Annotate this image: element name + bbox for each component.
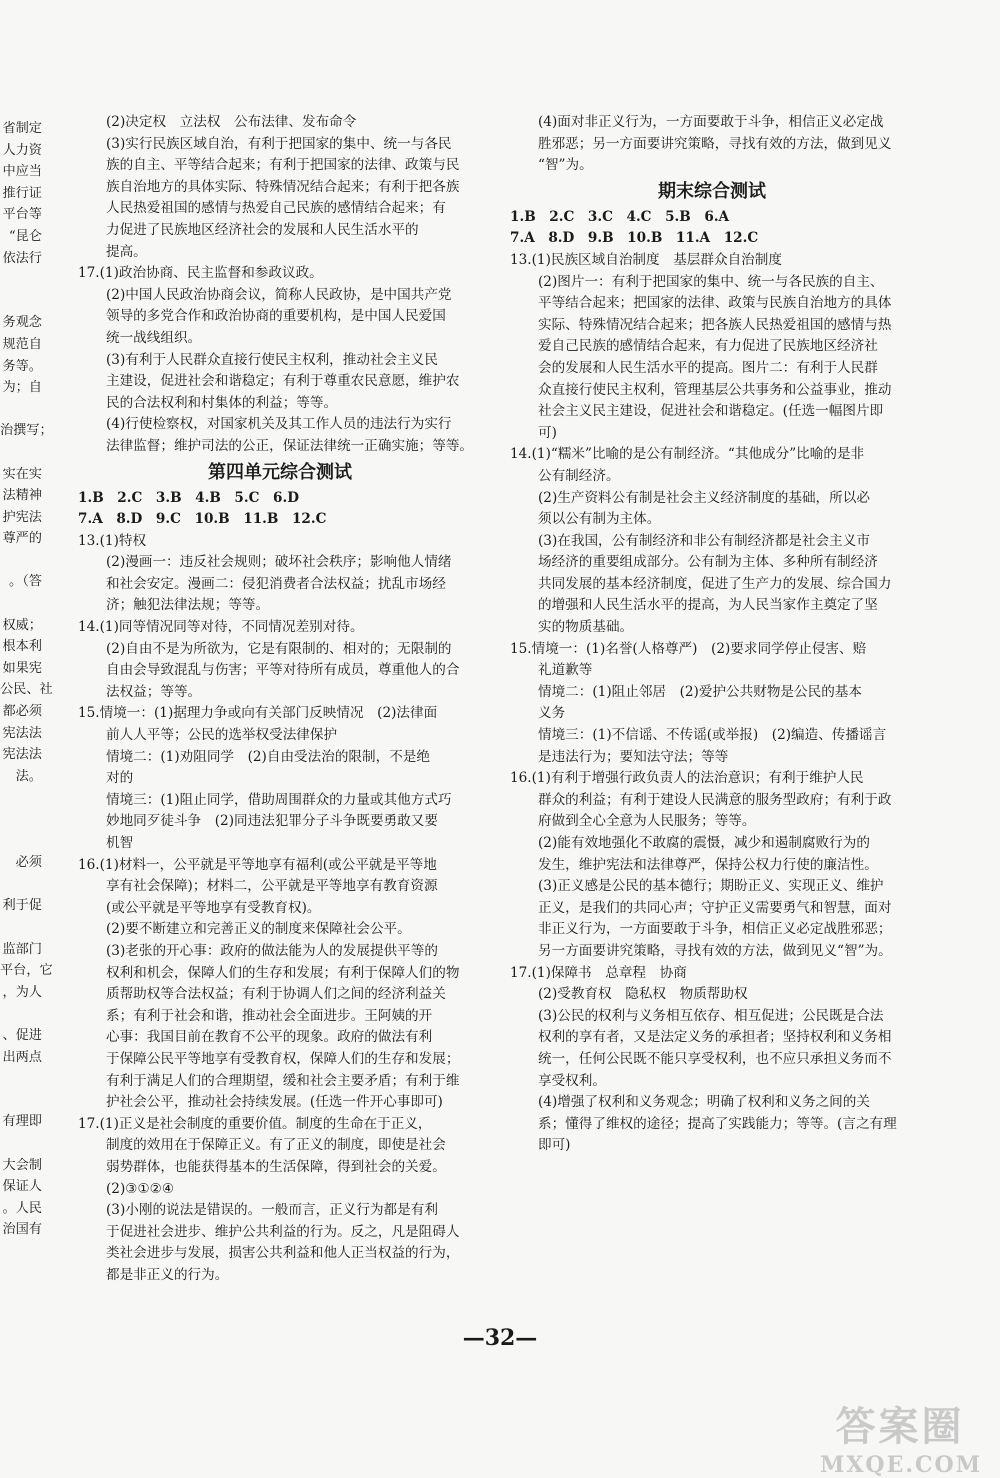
answer-line: 护社会公平，推动社会持续发展。(任选一件开心事即可) — [106, 1094, 443, 1111]
edge-fragment — [0, 1133, 42, 1155]
answer-line: 众直接行使民主权利，管理基层公共事务和公益事业，推动 — [538, 381, 892, 398]
section-heading: 第四单元综合测试 — [208, 461, 352, 483]
answer-line: (3)正义感是公民的基本德行；期盼正义、实现正义、维护 — [538, 878, 884, 895]
answer-line: 族自治地方的具体实际、特殊情况结合起来；有利于把各族 — [106, 178, 460, 195]
edge-fragment: 尊严的 — [2, 531, 42, 547]
answer-line: 府做到全心全意为人民服务；等等。 — [538, 813, 756, 830]
answer-line: 16.(1)有利于增强行政负责人的法治意识；有利于维护人民 — [510, 770, 864, 787]
answer-column-left — [78, 112, 482, 1286]
edge-fragment — [0, 399, 42, 421]
answer-line: 族的自主、平等结合起来；有利于把国家的法律、政策与民 — [106, 157, 460, 174]
answer-line: (3)老张的开心事：政府的做法能为人的发展提供平等的 — [106, 942, 438, 959]
edge-fragment: 保证人 — [2, 1179, 42, 1195]
edge-fragment: 实在实 — [2, 466, 42, 482]
answer-line: (4)面对非正义行为，一方面要敢于斗争，相信正义必定战 — [538, 114, 884, 130]
edge-fragment: 人力资 — [2, 142, 42, 158]
answer-line: (3)公民的权利与义务相互依存、相互促进；公民既是合法 — [538, 1007, 884, 1024]
answer-line: 法权益；等等。 — [106, 683, 202, 700]
answer-line: 权利和机会，保障人们的生存和发展；有利于保障人们的物 — [106, 964, 460, 981]
answer-line: 人民热爱祖国的感情与热爱自己民族的感情结合起来；有 — [106, 200, 446, 217]
answer-line: (2)决定权 立法权 公布法律、发布命令 — [106, 114, 357, 130]
edge-fragment: 依法行 — [2, 250, 42, 266]
answer-line: 17.(1)政治协商、民主监督和参政议政。 — [78, 265, 323, 282]
edge-fragment: 根本利 — [2, 639, 42, 655]
answer-line: 实的物质基础。 — [538, 619, 634, 636]
edge-fragment — [0, 809, 42, 831]
edge-fragment: 为；自 — [2, 380, 42, 396]
edge-fragment: 治撰写； — [0, 423, 53, 439]
edge-fragment: ，为人 — [2, 984, 42, 1000]
watermark-text: 答案圈 — [835, 1403, 965, 1450]
answer-line: (4)行使检察权，对国家机关及其工作人员的违法行为实行 — [106, 416, 452, 433]
answer-line: 情境二：(1)劝阻同学 (2)自由受法治的限制，不是绝 — [106, 748, 430, 765]
edge-fragment: 宪法法 — [2, 747, 42, 763]
answer-line: 7.A 8.D 9.B 10.B 11.A 12.C — [510, 230, 759, 247]
edge-fragment: 都必须 — [2, 704, 42, 720]
edge-fragment — [0, 1090, 42, 1112]
edge-fragment: 公民、社 — [0, 682, 53, 698]
edge-fragment: 大会制 — [2, 1157, 42, 1173]
answer-line: (3)实行民族区域自治，有利于把国家的集中、统一与各民 — [106, 135, 452, 152]
answer-line: 济；触犯法律法规；等等。 — [106, 597, 270, 614]
edge-fragment: 护宪法 — [2, 509, 42, 525]
answer-line: (2)能有效地强化不敢腐的震慑，减少和遏制腐败行为的 — [538, 835, 870, 851]
edge-fragment: 务观念 — [2, 315, 42, 331]
edge-fragment — [0, 269, 42, 291]
answer-line: (或公平就是平等地享有受教育权)。 — [106, 899, 321, 916]
answer-line: 对的 — [106, 770, 134, 787]
answer-line: 系；有利于社会和谐，推动社会全面进步。王阿姨的开 — [106, 1007, 433, 1024]
edge-fragment — [0, 442, 42, 464]
answer-line: 制度的效用在于保障正义。有了正义的制度，即使是社会 — [106, 1137, 446, 1154]
edge-fragment: 监部门 — [2, 941, 42, 957]
answer-line: 于保障公民平等地享有受教育权，保障人们的生存和发展； — [106, 1050, 460, 1067]
answer-line: 胜邪恶；另一方面要讲究策略，寻找有效的方法，做到见义 — [538, 135, 892, 152]
answer-line: 爱自己民族的感情结合起来，有力促进了民族地区经济社 — [538, 338, 878, 355]
answer-line: 即可) — [538, 1137, 571, 1154]
answer-line: 会的发展和人民生活水平的提高。图片二：有利于人民群 — [538, 359, 878, 376]
answer-line: 可) — [538, 424, 557, 441]
answer-line: 于促进社会进步、维护公共利益的行为。反之，凡是阻碍人 — [106, 1223, 460, 1240]
answer-line: (2)自由不是为所欲为，它是有限制的、相对的；无限制的 — [106, 640, 452, 657]
answer-line: 享有社会保障)；材料二，公平就是平等地享有教育资源 — [106, 878, 438, 895]
answer-line: 1.B 2.C 3.C 4.C 5.B 6.A — [510, 208, 730, 225]
edge-fragment — [0, 917, 42, 939]
edge-fragment: “昆仑 — [8, 228, 42, 244]
answer-line: 机智 — [106, 835, 134, 851]
answer-line: 心事：我国目前在教育不公平的现象。政府的做法有利 — [106, 1029, 433, 1046]
answer-line: 权利的享有者，又是法定义务的承担者；坚持权利和义务相 — [538, 1029, 892, 1046]
edge-fragment: 中应当 — [2, 164, 42, 180]
edge-fragment — [0, 291, 42, 313]
answer-line: 是违法行为；要知法守法；等等 — [538, 748, 729, 765]
answer-line: (3)小刚的说法是错误的。一般而言，正义行为都是有利 — [106, 1202, 438, 1219]
answer-line: 和社会安定。漫画二：侵犯消费者合法权益；扰乱市场经 — [106, 575, 446, 592]
section-heading: 期末综合测试 — [658, 180, 766, 202]
edge-fragment: 推行证 — [2, 185, 42, 201]
answer-line: 17.(1)保障书 总章程 协商 — [510, 964, 687, 981]
answer-line: 质帮助权等合法权益；有利于协调人们之间的经济利益关 — [106, 986, 446, 1003]
answer-line: 7.A 8.D 9.C 10.B 11.B 12.C — [78, 511, 327, 528]
edge-fragment: 权威； — [2, 617, 42, 633]
edge-fragment: 务等。 — [2, 358, 42, 374]
answer-line: 义务 — [538, 705, 566, 722]
edge-fragment — [0, 1003, 42, 1025]
answer-line: 提高。 — [106, 243, 147, 260]
answer-line: (4)增强了权利和义务观念；明确了权利和义务之间的关 — [538, 1094, 870, 1111]
answer-line: 实际、特殊情况结合起来；把各族人民热爱祖国的感情与热 — [538, 316, 892, 333]
answer-line: 社会主义民主建设，促进社会和谐稳定。(任选一幅图片即 — [538, 403, 884, 420]
edge-fragment: 宪法法 — [2, 725, 42, 741]
answer-line: 非正义行为，一方面要敢于斗争，相信正义必定战胜邪恶； — [538, 921, 892, 938]
answer-line: 自由会导致混乱与伤害；平等对待所有成员，尊重他人的合 — [106, 662, 460, 679]
answer-line: 妙地同歹徒斗争 (2)同违法犯罪分子斗争既要勇敢又要 — [106, 813, 438, 830]
answer-line: 的增强和人民生活水平的提高，为人民当家作主奠定了坚 — [538, 597, 878, 614]
edge-fragment: 平台等 — [2, 207, 42, 223]
answer-line: 力促进了民族地区经济社会的发展和人民生活水平的 — [106, 221, 419, 238]
edge-fragment: 省制定 — [2, 121, 42, 136]
answer-line: 情境二：(1)阻止邻居 (2)爱护公共财物是公民的基本 — [538, 683, 862, 700]
answer-line: 发生，维护宪法和法律尊严，保持公权力行使的廉洁性。 — [538, 856, 878, 873]
edge-fragment — [0, 787, 42, 809]
answer-line: 1.B 2.C 3.B 4.B 5.C 6.D — [78, 489, 300, 506]
answer-line: (2)中国人民政治协商会议，简称人民政协，是中国共产党 — [106, 286, 452, 303]
answer-line: 主建设，促进社会和谐稳定；有利于尊重农民意愿，维护农 — [106, 373, 460, 390]
answer-line: 须以公有制为主体。 — [538, 511, 661, 528]
answer-line: 类社会进步与发展，损害公共利益和他人正当权益的行为， — [106, 1245, 460, 1262]
watermark-logo — [820, 1395, 983, 1478]
edge-fragment — [0, 831, 42, 853]
answer-line: 正义，是我们的共同心声；守护正义需要勇气和智慧，面对 — [538, 899, 892, 916]
answer-line: (3)有利于人民群众直接行使民主权利，推动社会主义民 — [106, 351, 438, 368]
answer-line: 领导的多党合作和政治协商的重要机构，是中国人民爱国 — [106, 308, 446, 325]
edge-fragment: 。（答 — [9, 574, 42, 590]
edge-fragment: 如果宪 — [2, 660, 42, 676]
answer-line: 系；懂得了维权的途径；提高了实践能力；等等。(言之有理 — [538, 1115, 897, 1132]
answer-line: 16.(1)材料一，公平就是平等地享有福利(或公平就是平等地 — [78, 856, 437, 873]
edge-fragment: 出两点 — [2, 1049, 42, 1065]
answer-column-right — [510, 112, 914, 1157]
edge-fragment — [0, 874, 42, 896]
answer-line: 情境三：(1)阻止同学，借助周围群众的力量或其他方式巧 — [106, 791, 452, 808]
answer-line: 13.(1)民族区域自治制度 基层群众自治制度 — [510, 251, 782, 268]
edge-fragment: 平台，它 — [0, 963, 53, 979]
page-number: —32— — [462, 1325, 538, 1351]
edge-fragment: 利于促 — [2, 898, 42, 914]
answer-line: (2)受教育权 隐私权 物质帮助权 — [538, 986, 748, 1003]
answer-line: 法律监督；维护司法的公正，保证法律统一正确实施；等等。 — [106, 437, 474, 454]
answer-line: 都是非正义的行为。 — [106, 1266, 229, 1283]
answer-line: “智”为。 — [538, 157, 593, 174]
edge-fragment: 法。 — [15, 768, 42, 784]
watermark-url: MXQE.COM — [820, 1452, 983, 1478]
answer-line: (2)漫画一：违反社会规则；破坏社会秩序；影响他人情绪 — [106, 554, 452, 571]
edge-fragment: 、促进 — [2, 1027, 42, 1043]
answer-line: 平等结合起来；把国家的法律、政策与民族自治地方的具体 — [538, 295, 892, 312]
answer-line: 民的合法权利和村集体的利益；等等。 — [106, 394, 338, 411]
edge-fragment — [0, 1068, 42, 1090]
edge-fragment — [0, 550, 42, 572]
answer-line: 共同发展的基本经济制度，促进了生产力的发展、综合国力 — [538, 575, 892, 592]
edge-fragment: 治国有 — [2, 1222, 42, 1238]
answer-line: 15.情境一：(1)据理力争或向有关部门反映情况 (2)法律面 — [78, 705, 438, 722]
answer-line: 前人人平等；公民的选举权受法律保护 — [106, 727, 338, 744]
answer-line: (2)要不断建立和完善正义的制度来保障社会公平。 — [106, 921, 411, 938]
answer-line: 公有制经济。 — [538, 467, 620, 484]
answer-line: 情境三：(1)不信谣、不传谣(或举报) (2)编造、传播谣言 — [538, 727, 887, 744]
answer-line: 统一战线组织。 — [106, 329, 202, 346]
edge-fragment: 有理即 — [2, 1114, 42, 1130]
answer-line: (2)生产资料公有制是社会主义经济制度的基础，所以必 — [538, 489, 870, 506]
answer-line: 场经济的重要组成部分。公有制为主体、多种所有制经济 — [538, 554, 878, 571]
answer-line: (2)图片一：有利于把国家的集中、统一与各民族的自主、 — [538, 273, 884, 290]
answer-line: (3)在我国，公有制经济和非公有制经济都是社会主义市 — [538, 532, 870, 549]
answer-line: (2)③①②④ — [106, 1180, 175, 1197]
answer-line: 17.(1)正义是社会制度的重要价值。制度的生命在于正义， — [78, 1115, 432, 1132]
left-edge-fragments — [0, 118, 53, 1241]
answer-line: 14.(1)同等情况同等对待，不同情况差别对待。 — [78, 619, 364, 636]
edge-fragment: 规范自 — [2, 336, 42, 352]
edge-fragment: 必须 — [15, 855, 42, 871]
edge-fragment: 法精神 — [2, 488, 42, 504]
answer-line: 群众的利益；有利于建设人民满意的服务型政府；有利于政 — [538, 791, 892, 808]
answer-line: 14.(1)“糯米”比喻的是公有制经济。“其他成分”比喻的是非 — [510, 446, 865, 463]
answer-line: 弱势群体，也能获得基本的生活保障，得到社会的关爱。 — [106, 1158, 446, 1175]
edge-fragment: 。人民 — [2, 1200, 42, 1216]
answer-line: 15.情境一：(1)名誉(人格尊严) (2)要求同学停止侵害、赔 — [510, 640, 867, 657]
answer-line: 统一，任何公民既不能只享受权利，也不应只承担义务而不 — [538, 1050, 892, 1067]
answer-line: 礼道歉等 — [538, 662, 593, 679]
answer-line: 另一方面要讲究策略，寻找有效的方法，做到见义“智”为。 — [538, 942, 892, 959]
edge-fragment — [0, 593, 42, 615]
answer-line: 13.(1)特权 — [78, 532, 147, 549]
answer-line: 享受权利。 — [538, 1072, 606, 1089]
answer-line: 有利于满足人们的合理期望，缓和社会主要矛盾；有利于维 — [106, 1072, 460, 1089]
